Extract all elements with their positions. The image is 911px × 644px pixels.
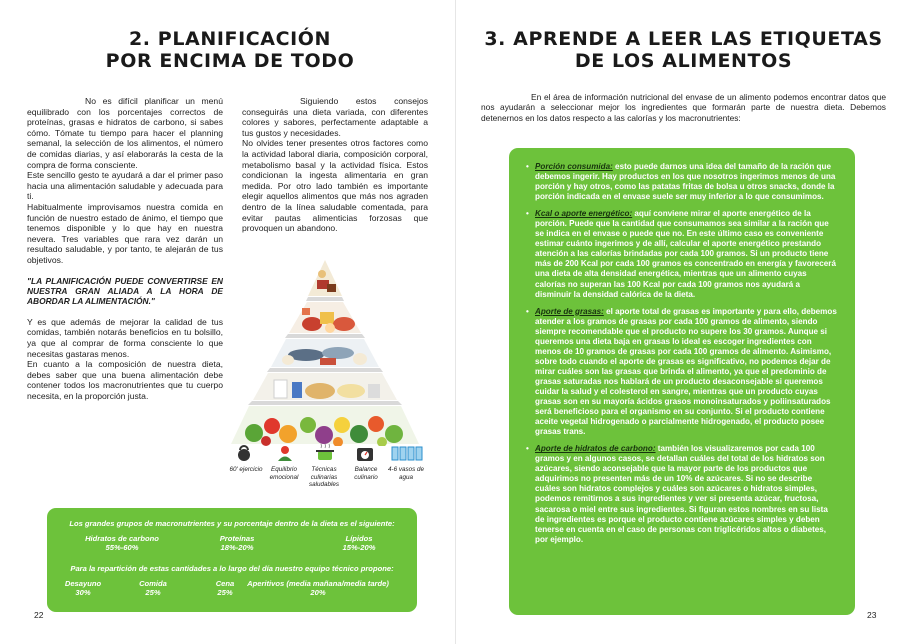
meal-value: 20% (310, 588, 326, 597)
page-number-right: 23 (867, 610, 877, 620)
meal-value: 25% (217, 588, 233, 597)
scale-icon (355, 444, 375, 462)
right-page-title (456, 28, 911, 72)
emotional-balance-icon (275, 444, 295, 462)
label-reading-panel (509, 148, 855, 615)
kettlebell-icon (234, 444, 254, 462)
icon-label-balance: Balance culinario (354, 466, 378, 481)
meal-value: 25% (145, 588, 161, 597)
page-number-left: 22 (34, 610, 44, 620)
left-title-line-1: 2. PLANIFICACIÓN (128, 28, 332, 50)
paragraph: No olvides tener presentes otros factores como la actividad laboral diaria, composición corporal, metabolismo basal y la actividad física. Estos condicionan la ingesta alimentaria en gran medida. Por otro lado también es importante elegir aquellos alimentos que más nos agraden dentro de la línea saludable comentada, para evitar pautas alimenticias forzosas que provoquen un abandono. (242, 138, 428, 234)
left-column-2 (242, 96, 428, 234)
left-column-1 (27, 96, 223, 401)
macronutrients-box (47, 508, 417, 612)
paragraph: No es difícil planificar un menú equilibrado con los porcentajes correctos de proteínas, grasas e hidratos de carbono, si sabes cómo. Tómate tu tiempo para hacer el planning semanal, la selección de los alimentos, el número de comidas diarias, y así elaborarás la cesta de la compra de forma consciente. (27, 96, 223, 170)
paragraph: Este sencillo gesto te ayudará a dar el primer paso hacia una alimentación saludable y adecuada para ti. (27, 170, 223, 202)
icon-label-cooking: Técnicas culinarias saludables (308, 466, 340, 489)
macro-value: 55%-60% (105, 543, 139, 552)
macros-heading: Los grandes grupos de macronutrientes y su porcentaje dentro de la dieta es el siguiente: (69, 519, 395, 528)
food-pyramid-icon (216, 258, 434, 446)
macro-value: 18%-20% (220, 543, 254, 552)
left-title-line-2: POR ENCIMA DE TODO (105, 50, 355, 72)
term-portion: Porción consumida: (535, 162, 613, 171)
paragraph: Y es que además de mejorar la calidad de tus comidas, también notarás beneficios en tu bolsillo, ya que al comprar de forma consciente lo que necesitas gastaras menos. (27, 316, 223, 359)
cooking-pot-icon (315, 444, 335, 462)
icon-label-emotional: Equilibrio emocional (269, 466, 299, 481)
food-pyramid-illustration (216, 258, 434, 446)
term-carbs: Aporte de hidratos de carbono: (535, 444, 656, 454)
right-page (456, 0, 911, 644)
left-page (0, 0, 455, 644)
pull-quote: "LA PLANIFICACIÓN PUEDE CONVERTIRSE EN NUESTRA GRAN ALIADA A LA HORA DE ABORDAR LA ALIMENTACIÓN." (27, 275, 223, 307)
wellness-icon-labels (226, 466, 436, 496)
term-fats: Aporte de grasas: (535, 306, 604, 316)
left-page-title (60, 28, 400, 72)
meal-value: 30% (75, 588, 91, 597)
list-item (535, 209, 837, 299)
macro-lipids (309, 534, 409, 552)
list-item (535, 444, 837, 544)
meal-snacks (223, 579, 413, 597)
icon-label-exercise: 60' ejercicio (229, 466, 263, 473)
icon-label-water: 4-6 vasos de agua (387, 466, 425, 481)
tip-text: el aporte total de grasas es importante y para ello, debemos atender a los gramos de grasas por cada 100 gramos de alimento, siendo siempre recomendable que el producto no supere los 30 gramos. Aunque si queremos una dieta baja en grasas lo ideal es escoger ingredientes con menos de 10 gramos de grasas por cada 100 gramos de alimento. Asimismo, sobre todo cuando el aporte de grasas es significativo, no podemos dejar de mirar cuáles son las grasas que brinda el alimento, ya que el predominio de grasas saturadas nos hablará de un producto desaconsejable si queremos cuidar la salud y el colesterol en sangre, mientras que un producto cuyas grasas son en su mayoría ácidos grasos monoinsaturados y poliinsaturados será beneficioso para el organismo en su conjunto. Si el producto contiene aceite vegetal hidrogenado o parcialmente hidrogenado, el producto posee grasas trans. (535, 306, 837, 437)
macro-name: Lípidos (345, 534, 373, 543)
paragraph: Siguiendo estos consejos conseguirás una dieta variada, con diferentes colores y sabores, perfectamente adaptable a tus gustos y necesidades. (242, 96, 428, 138)
label-tips-list (535, 162, 837, 552)
macro-name: Hidratos de carbono (85, 534, 159, 543)
water-glasses-icon (391, 444, 425, 462)
meal-name: Aperitivos (media mañana/media tarde) (247, 579, 389, 588)
intro-paragraph (481, 92, 886, 123)
tip-text: esto puede darnos una idea del tamaño de la ración que debemos ingerir. Hay productos en los que nosotros ingerimos menos de una porción y hay otros, como las patatas fritas de bolsa u otros snacks, donde la porción indicada en el envase suele ser muy inferior a lo que consumimos. (535, 162, 836, 202)
meals-heading: Para la repartición de estas cantidades a lo largo del día nuestro equipo técnico propone: (70, 564, 394, 573)
macro-value: 15%-20% (342, 543, 376, 552)
macro-carbs (72, 534, 172, 552)
list-item (535, 307, 837, 438)
meal-name: Desayuno (64, 579, 102, 588)
meal-name: Comida (139, 579, 167, 588)
meal-name: Cena (215, 579, 235, 588)
right-title-line-2: DE LOS ALIMENTOS (574, 50, 793, 72)
right-title-line-1: 3. APRENDE A LEER LAS ETIQUETAS (484, 28, 883, 50)
macro-proteins (187, 534, 287, 552)
paragraph: Habitualmente improvisamos nuestra comida en función de nuestro estado de ánimo, el tiempo que tenemos disponible y lo que hay en nuestra nevera. Tres variables que rara vez darán un resultado saludable, y por tanto, te alejarán de tus objetivos. (27, 201, 223, 265)
paragraph: En cuanto a la composición de nuestra dieta, debes saber que una buena alimentación debe contener todos los macronutrientes que tu cuerpo necesita, en la proporción justa. (27, 359, 223, 401)
wellness-icons-row (228, 444, 428, 464)
list-item (535, 162, 837, 202)
term-kcal: Kcal o aporte energético: (535, 209, 633, 219)
tip-text: aquí conviene mirar el aporte energético de la porción. Puede que la cantidad que consumamos sea similar a la ración que se indica en el envase o puede que no. En este último caso es conveniente estimar cuánto ingerimos y de allí, calcular el aporte energético prestando atención a las calorías brindadas por cada 100 gramos. Si un producto tiene más de 200 Kcal por cada 100 gramos es concentrado en energía y favorecerá una dieta de alta densidad energética, mientras que un alimento cuyas calorías no superan las 100 Kcal por cada 100 gramos nos ayudará a disminuir la densidad calórica de la dieta. (535, 209, 836, 299)
macro-name: Proteínas (219, 534, 255, 543)
intro-text: En el área de información nutricional del envase de un alimento podemos encontrar datos que nos ayudarán a seleccionar mejor los ingredientes que formarán parte de nuestra dieta. Debemos detenernos en los datos respecto a las calorías y los macronutrientes: (481, 92, 886, 123)
tip-text: también los visualizaremos por cada 100 gramos y en algunos casos, se detallan cuáles del total de los hidratos son azúcares, siendo aconsejable que la mayor parte de los productos que adquirimos no presenten más de un 10% de azúcares. Si no se describe cuáles son hidratos complejos y cuáles son azúcares o hidratos simples, podemos remitirnos a sus ingredientes y ver si presenta azúcar, fructosa, sacarosa o miel entre sus ingredientes. Si figuran estos nombres en su lista de ingredientes es porque el producto contiene azúcares simples y deben tenerse en cuenta en el caso de personas con triglicéridos altos o diabetes, por ejemplo. (535, 444, 828, 544)
